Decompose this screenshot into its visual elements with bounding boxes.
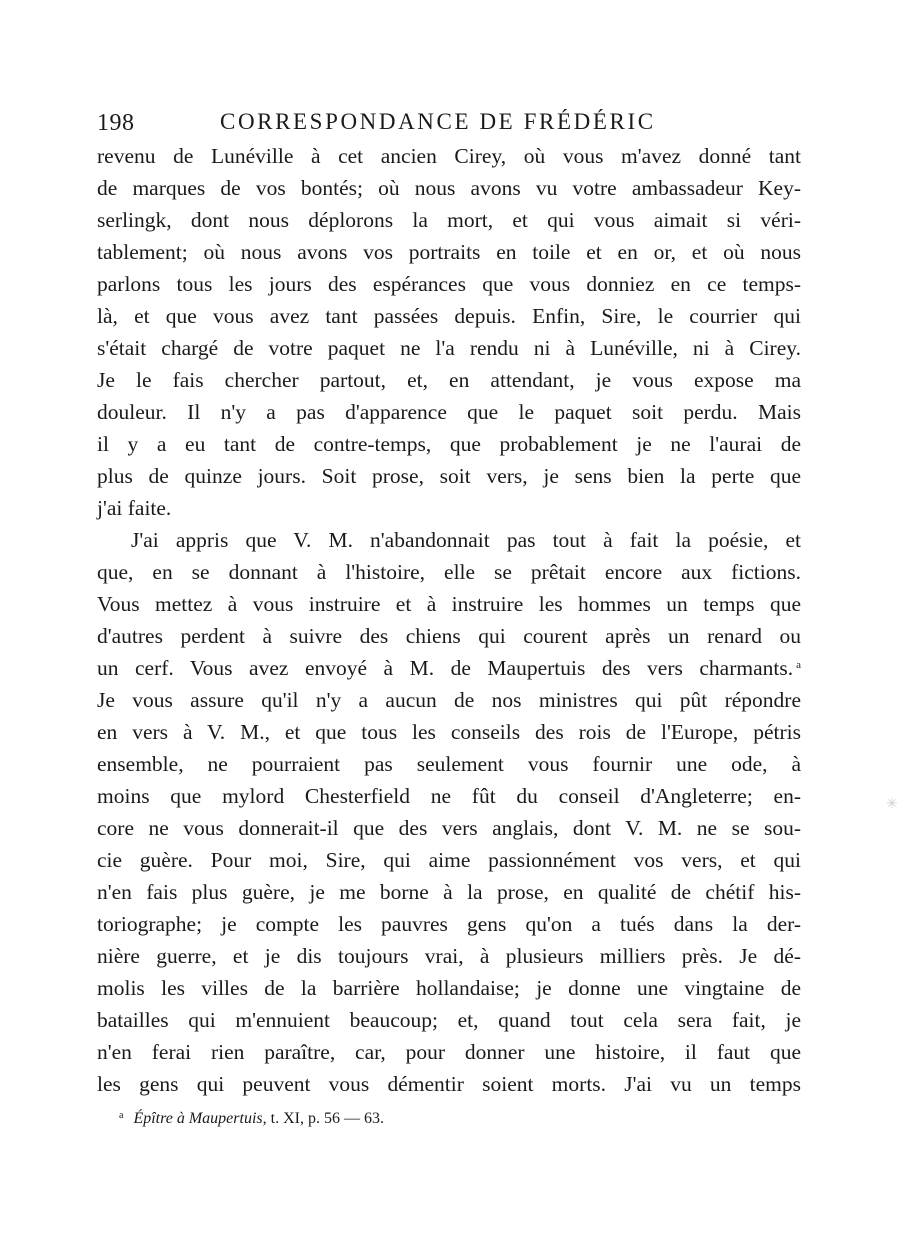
text-line: n'en ferai rien paraître, car, pour donner une histoire, il faut que (97, 1040, 801, 1064)
body-text (97, 140, 801, 1100)
page-number: 198 (97, 110, 135, 136)
text-line: ensemble, ne pourraient pas seulement vous fournir une ode, à (97, 752, 801, 776)
text-line: n'en fais plus guère, je me borne à la prose, en qualité de chétif his- (97, 880, 801, 904)
text-line: que, en se donnant à l'histoire, elle se prêtait encore aux fictions. (97, 560, 801, 584)
footnote-reference: , t. XI, p. 56 — 63. (262, 1110, 384, 1127)
footnote-title: Épître à Maupertuis (133, 1110, 263, 1127)
footnote-marker: a (796, 659, 801, 671)
text-line: nière guerre, et je dis toujours vrai, à plusieurs milliers près. Je dé- (97, 944, 801, 968)
text-line: Je le fais chercher partout, et, en attendant, je vous expose ma (97, 368, 801, 392)
scan-speck-decoration: ✳ (886, 796, 898, 812)
footnote (97, 1106, 801, 1129)
running-title: CORRESPONDANCE DE FRÉDÉRIC (220, 109, 656, 134)
paragraph-first-line: J'ai appris que V. M. n'abandonnait pas tout à fait la poésie, et (131, 528, 801, 552)
text-line: molis les villes de la barrière hollandaise; je donne une vingtaine de (97, 976, 801, 1000)
text-line: toriographe; je compte les pauvres gens qu'on a tués dans la der- (97, 912, 801, 936)
text-line: parlons tous les jours des espérances que vous donniez en ce temps- (97, 272, 801, 296)
text-line: batailles qui m'ennuient beaucoup; et, quand tout cela sera fait, je (97, 1008, 801, 1032)
text-line: revenu de Lunéville à cet ancien Cirey, où vous m'avez donné tant (97, 144, 801, 168)
text-line: d'autres perdent à suivre des chiens qui courent après un renard ou (97, 624, 801, 648)
text-line: cie guère. Pour moi, Sire, qui aime passionnément vos vers, et qui (97, 848, 801, 872)
text-line: il y a eu tant de contre-temps, que probablement je ne l'aurai de (97, 432, 801, 456)
text-line: Vous mettez à vous instruire et à instruire les hommes un temps que (97, 592, 801, 616)
running-head (97, 104, 801, 140)
text-line: moins que mylord Chesterfield ne fût du conseil d'Angleterre; en- (97, 784, 801, 808)
text-line: core ne vous donnerait-il que des vers anglais, dont V. M. ne se sou- (97, 816, 801, 840)
footnote-mark: a (119, 1110, 124, 1121)
text-line: tablement; où nous avons vos portraits en toile et en or, et où nous (97, 240, 801, 264)
text-line: là, et que vous avez tant passées depuis. Enfin, Sire, le courrier qui (97, 304, 801, 328)
text-line-with-footnote (97, 652, 801, 684)
text-line: les gens qui peuvent vous démentir soient morts. J'ai vu un temps (97, 1072, 801, 1096)
text-line: plus de quinze jours. Soit prose, soit vers, je sens bien la perte que (97, 464, 801, 488)
book-page (97, 104, 801, 1129)
text-line-content: un cerf. Vous avez envoyé à M. de Maupertuis des vers charmants. (97, 656, 794, 680)
text-line: Je vous assure qu'il n'y a aucun de nos ministres qui pût répondre (97, 688, 801, 712)
text-line: douleur. Il n'y a pas d'apparence que le paquet soit perdu. Mais (97, 400, 801, 424)
text-line: de marques de vos bontés; où nous avons vu votre ambassadeur Key- (97, 176, 801, 200)
text-line: en vers à V. M., et que tous les conseils des rois de l'Europe, pétris (97, 720, 801, 744)
text-line: serlingk, dont nous déplorons la mort, et qui vous aimait si véri- (97, 208, 801, 232)
text-line: s'était chargé de votre paquet ne l'a rendu ni à Lunéville, ni à Cirey. (97, 336, 801, 360)
text-line: j'ai faite. (97, 496, 172, 520)
